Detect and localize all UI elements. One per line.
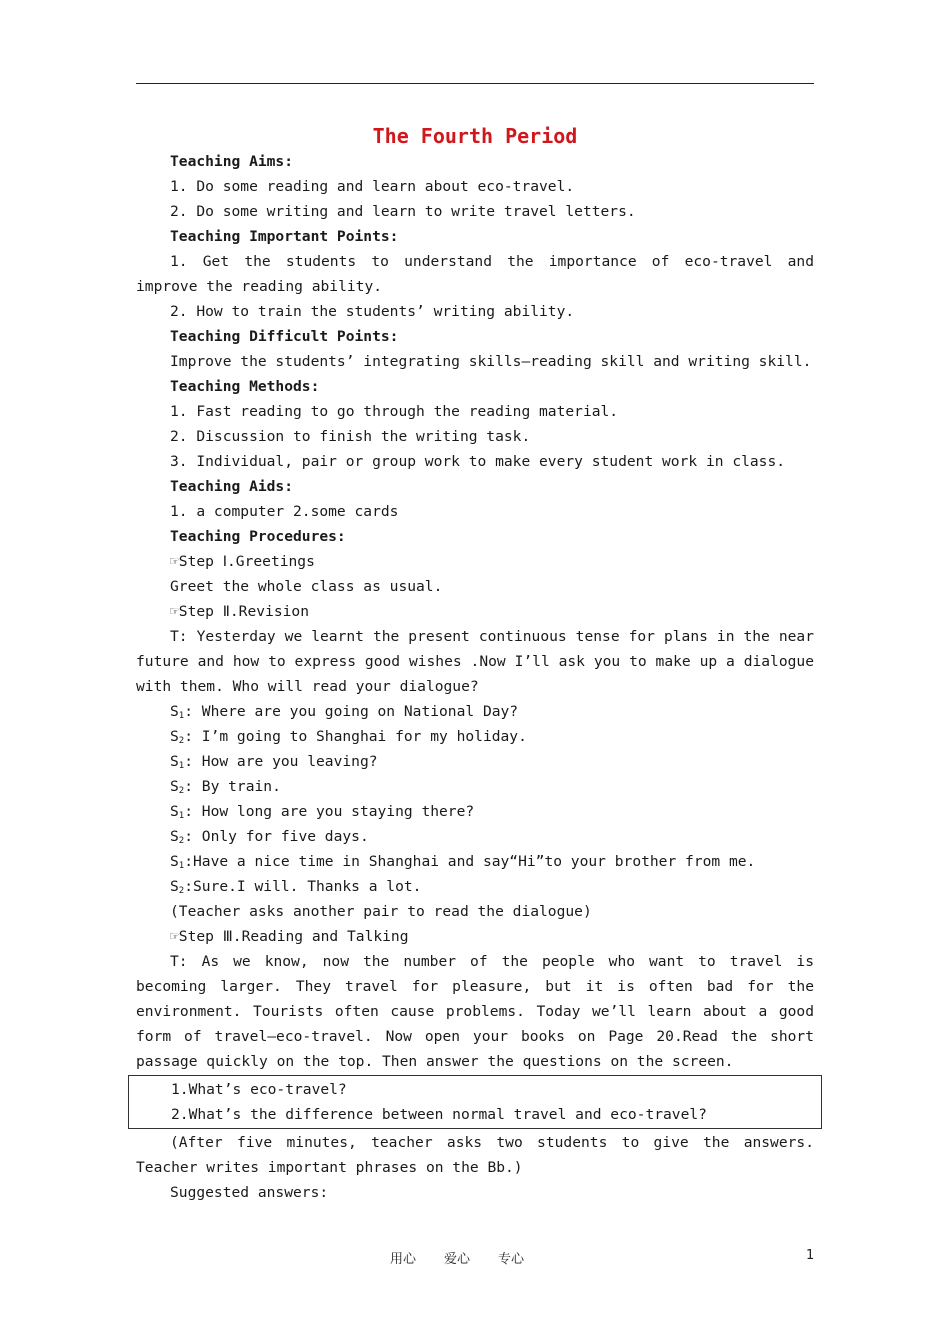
section-heading-important: Teaching Important Points: [170,228,399,245]
difficult-item: Improve the students’ integrating skills—reading skill and writing skill. [170,353,812,370]
speaker-label: $S_1$ [170,703,185,721]
step-text: Greet the whole class as usual. [170,578,443,595]
motto-word: 爱心 [444,1252,471,1267]
step-heading: ☞Step Ⅰ.Greetings [170,553,315,570]
document-body [136,149,814,1205]
speaker-label: $S_1$ [170,753,185,771]
speaker-label: $S_1$ [170,803,185,821]
teacher-note: (After five minutes, teacher asks two students to give the answers. Teacher writes important phrases on the Bb.) [136,1134,814,1176]
section-heading-aids: Teaching Aids: [170,478,294,495]
dialogue-line: $S_1$: How are you leaving? [170,753,378,771]
section-heading-difficult: Teaching Difficult Points: [170,328,399,345]
speaker-label: $S_2$ [170,878,185,896]
important-item: 1. Get the students to understand the importance of eco-travel and improve the reading ability. [136,253,814,295]
method-item: 2. Discussion to finish the writing task. [170,428,531,445]
aids-item: 1. a computer 2.some cards [170,503,399,520]
page-title: The Fourth Period [372,124,578,148]
speaker-label: $S_2$ [170,778,185,796]
dialogue-line: $S_2:Sure.I$ will. Thanks a lot. [170,878,422,896]
dialogue-line: $S_1:Have$ a nice time in Shanghai and say“Hi”to your brother from me. [170,853,756,871]
section-heading-procedures: Teaching Procedures: [170,528,346,545]
speaker-label: $S_2$ [170,828,185,846]
step-text: T: Yesterday we learnt the present continuous tense for plans in the near future and how to express good wishes .Now I’ll ask you to make up a dialogue with them. Who will read your dialogue? [136,628,814,695]
aim-item: 1. Do some reading and learn about eco-travel. [170,178,575,195]
important-item: 2. How to train the students’ writing ability. [170,303,575,320]
header-rule [136,83,814,84]
dialogue-line: $S_1$: How long are you staying there? [170,803,475,821]
teacher-note: (Teacher asks another pair to read the dialogue) [170,903,592,920]
step-heading: ☞Step Ⅱ.Revision [170,603,309,620]
speaker-label: $S_2$ [170,728,185,746]
dialogue-line: $S_1$: Where are you going on National Day? [170,703,519,721]
section-heading-aims: Teaching Aims: [170,153,294,170]
method-item: 3. Individual, pair or group work to make every student work in class. [170,453,786,470]
footer-motto [390,1248,552,1267]
motto-word: 专心 [498,1252,525,1267]
dialogue-line: $S_2$: I’m going to Shanghai for my holiday. [170,728,527,746]
question-item: 2.What’s the difference between normal travel and eco-travel? [171,1106,707,1123]
motto-word: 用心 [390,1252,417,1267]
questions-box [128,1075,822,1129]
question-item: 1.What’s eco-travel? [171,1081,347,1098]
step-heading: ☞Step Ⅲ.Reading and Talking [170,928,409,945]
method-item: 1. Fast reading to go through the reading material. [170,403,619,420]
step-text: T: As we know, now the number of the people who want to travel is becoming larger. They travel for pleasure, but it is often bad for the environment. Tourists often cause problems. Today we’ll learn about a good form of travel—eco-travel. Now open your books on Page 20.Read the short passage quickly on the top. Then answer the questions on the screen. [136,953,814,1070]
section-heading-methods: Teaching Methods: [170,378,320,395]
speaker-label: $S_1$ [170,853,185,871]
aim-item: 2. Do some writing and learn to write travel letters. [170,203,636,220]
page-number: 1 [806,1248,815,1263]
suggested-answers-label: Suggested answers: [170,1184,329,1201]
dialogue-line: $S_2$: Only for five days. [170,828,369,846]
dialogue-line: $S_2$: By train. [170,778,281,796]
